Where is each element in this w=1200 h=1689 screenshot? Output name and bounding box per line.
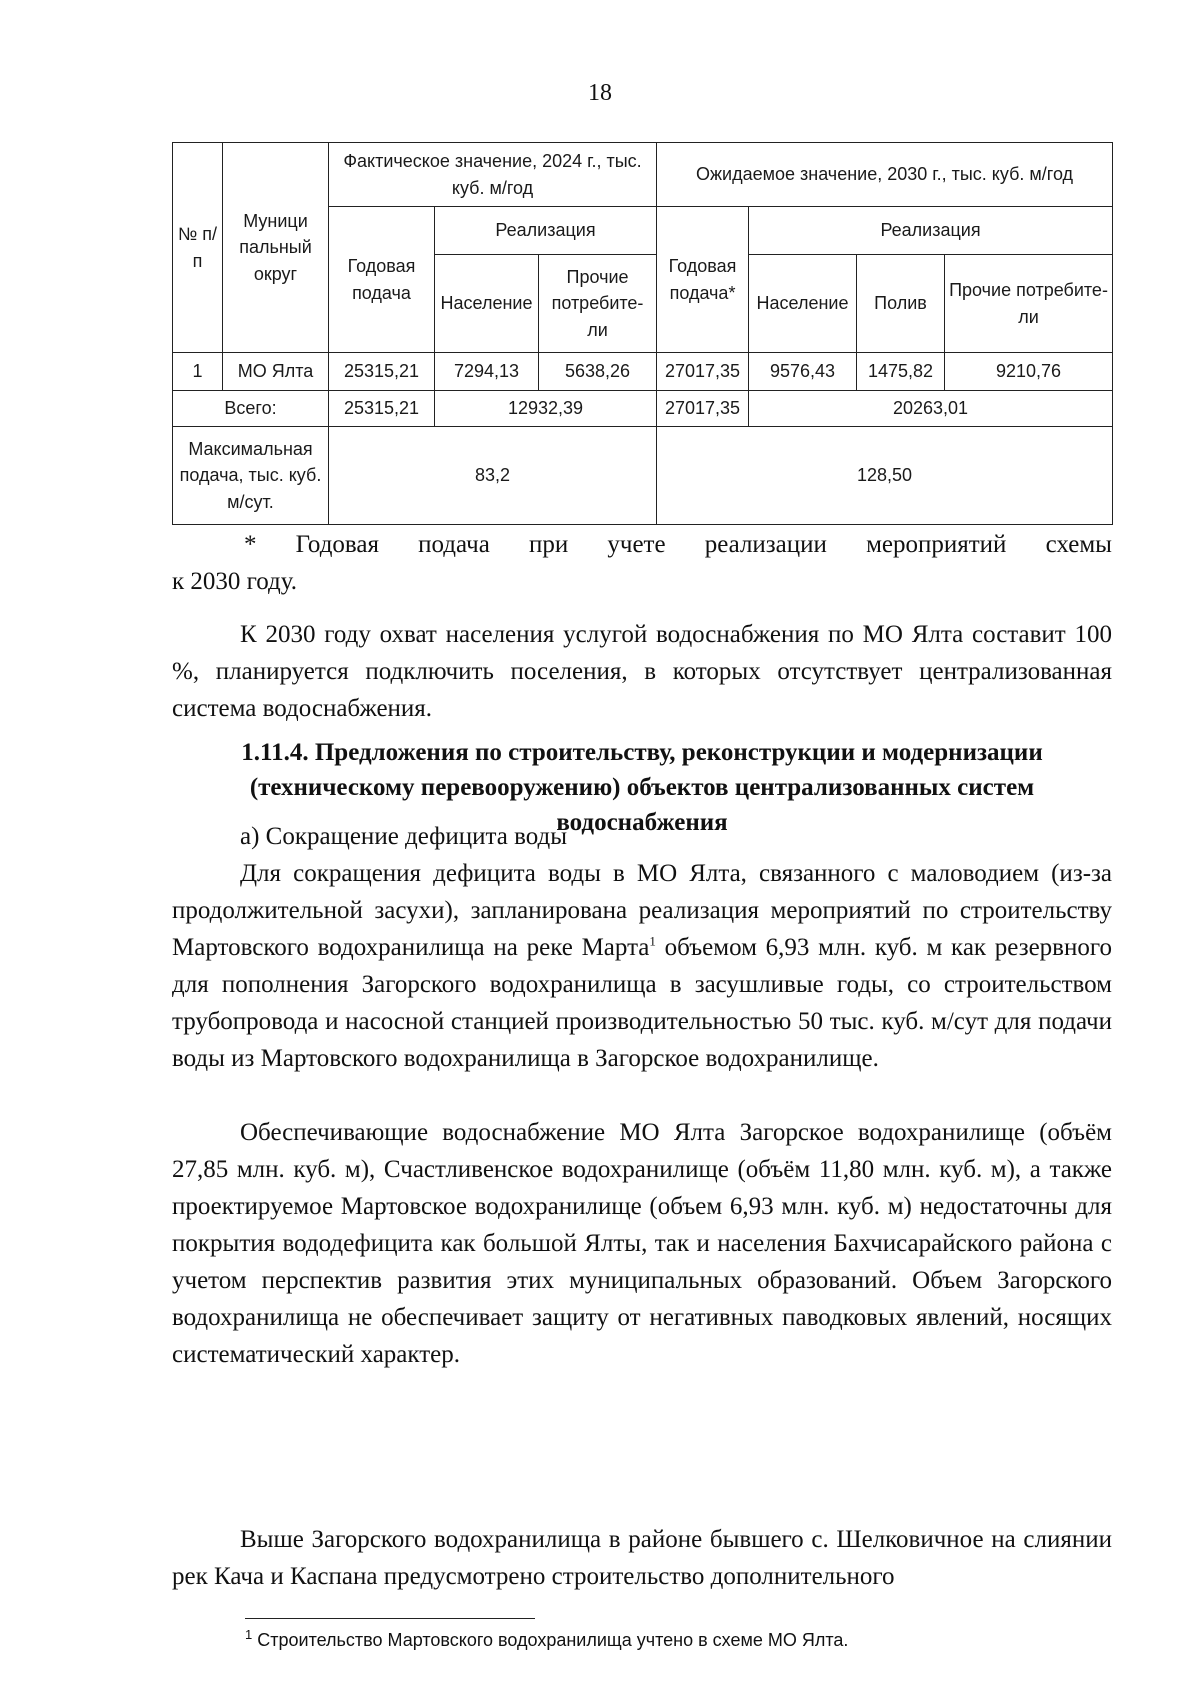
- note-word: схемы: [1045, 531, 1112, 558]
- cell-expected-irrigation: 1475,82: [857, 353, 945, 391]
- subheading: а) Сокращение дефицита воды: [240, 823, 568, 850]
- max-supply-expected: 128,50: [657, 427, 1113, 525]
- section-number: 1.11.4.: [241, 739, 309, 766]
- cell-num: 1: [173, 353, 223, 391]
- paragraph-coverage: К 2030 году охват населения услугой водоснабжения по МО Ялта составит 100 %, планируется подключить поселения, в которых отсутствует централизованная система водоснабжения.: [172, 621, 1112, 722]
- footnote-divider: [245, 1618, 535, 1619]
- header-expected-realization: Реализация: [749, 207, 1113, 255]
- paragraph-shelkovichnoe: Выше Загорского водохранилища в районе бывшего с. Шелковичное на слиянии рек Кача и Каспана предусмотрено строительство дополнительного: [172, 1526, 1112, 1590]
- cell-actual-population: 7294,13: [435, 353, 539, 391]
- note-line-1: [172, 526, 1112, 563]
- note-word: *: [244, 531, 257, 558]
- header-expected-irrigation: Полив: [857, 255, 945, 353]
- header-actual-group: Фактическое значение, 2024 г., тыс. куб. м/год: [329, 143, 657, 207]
- note-word: учете: [607, 531, 666, 558]
- header-expected-population: Население: [749, 255, 857, 353]
- table-row: [173, 353, 1113, 391]
- cell-municipality: МО Ялта: [223, 353, 329, 391]
- total-expected-realization: 20263,01: [749, 391, 1113, 427]
- table-total-row: [173, 391, 1113, 427]
- page-number: 18: [588, 80, 612, 106]
- note-word: подача: [418, 531, 490, 558]
- note-line-2: к 2030 году.: [172, 568, 298, 595]
- water-supply-table: [172, 142, 1113, 525]
- header-municipality: Муници пальный округ: [223, 143, 329, 353]
- total-actual-realization: 12932,39: [435, 391, 657, 427]
- total-actual-supply: 25315,21: [329, 391, 435, 427]
- note-word: при: [528, 531, 569, 558]
- footnote-marker: 1: [649, 933, 656, 949]
- note-word: реализации: [704, 531, 827, 558]
- cell-actual-other: 5638,26: [539, 353, 657, 391]
- paragraph-deficit: [172, 855, 1112, 1077]
- total-label: Всего:: [173, 391, 329, 427]
- header-num: № п/п: [173, 143, 223, 353]
- header-actual-other: Прочие потребите-ли: [539, 255, 657, 353]
- header-expected-supply: Годовая подача*: [657, 207, 749, 353]
- footnote: [245, 1627, 849, 1651]
- header-actual-supply: Годовая подача: [329, 207, 435, 353]
- table-max-row: [173, 427, 1113, 525]
- max-supply-label: Максимальная подача, тыс. куб. м/сут.: [173, 427, 329, 525]
- paragraph-deficit-start: Для сокращения дефицита воды в МО Ялта, связанного с маловодием (из-за продолжительной засухи), запланирована реализация мероприятий по строительству Мартовского водохранилища на реке Марта: [172, 860, 1112, 961]
- cell-expected-other: 9210,76: [945, 353, 1113, 391]
- paragraph-reservoirs: Обеспечивающие водоснабжение МО Ялта Загорское водохранилище (объём 27,85 млн. куб. м), Счастливенское водохранилище (объём 11,80 млн. куб. м), а также проектируемое Мартовское водохранилище (объем 6,93 млн. куб. м) недостаточны для покрытия вододефицита как большой Ялты, так и населения Бахчисарайского района с учетом перспектив развития этих муниципальных образований. Объем Загорского водохранилища не обеспечивает защиту от негативных паводковых явлений, носящих систематический характер.: [172, 1119, 1112, 1368]
- paragraph-deficit-end: объемом 6,93 млн. куб. м как резервного для пополнения Загорского водохранилища в засушливые годы, со строительством трубопровода и насосной станцией производительностью 50 тыс. куб. м/сут для подачи воды из Мартовского водохранилища в Загорское водохранилище.: [172, 934, 1112, 1072]
- total-expected-supply: 27017,35: [657, 391, 749, 427]
- header-actual-population: Население: [435, 255, 539, 353]
- header-actual-realization: Реализация: [435, 207, 657, 255]
- note-word: Годовая: [295, 531, 379, 558]
- header-expected-group: Ожидаемое значение, 2030 г., тыс. куб. м/год: [657, 143, 1113, 207]
- max-supply-actual: 83,2: [329, 427, 657, 525]
- note-word: мероприятий: [866, 531, 1007, 558]
- cell-expected-supply: 27017,35: [657, 353, 749, 391]
- section-title: Предложения по строительству, реконструкции и модернизации (техническому перевооружению) объектов централизованных систем водоснабжения: [249, 739, 1043, 836]
- footnote-text: Строительство Мартовского водохранилища учтено в схеме МО Ялта.: [257, 1630, 849, 1650]
- header-expected-other: Прочие потребите-ли: [945, 255, 1113, 353]
- cell-actual-supply: 25315,21: [329, 353, 435, 391]
- footnote-number: 1: [245, 1627, 253, 1642]
- cell-expected-population: 9576,43: [749, 353, 857, 391]
